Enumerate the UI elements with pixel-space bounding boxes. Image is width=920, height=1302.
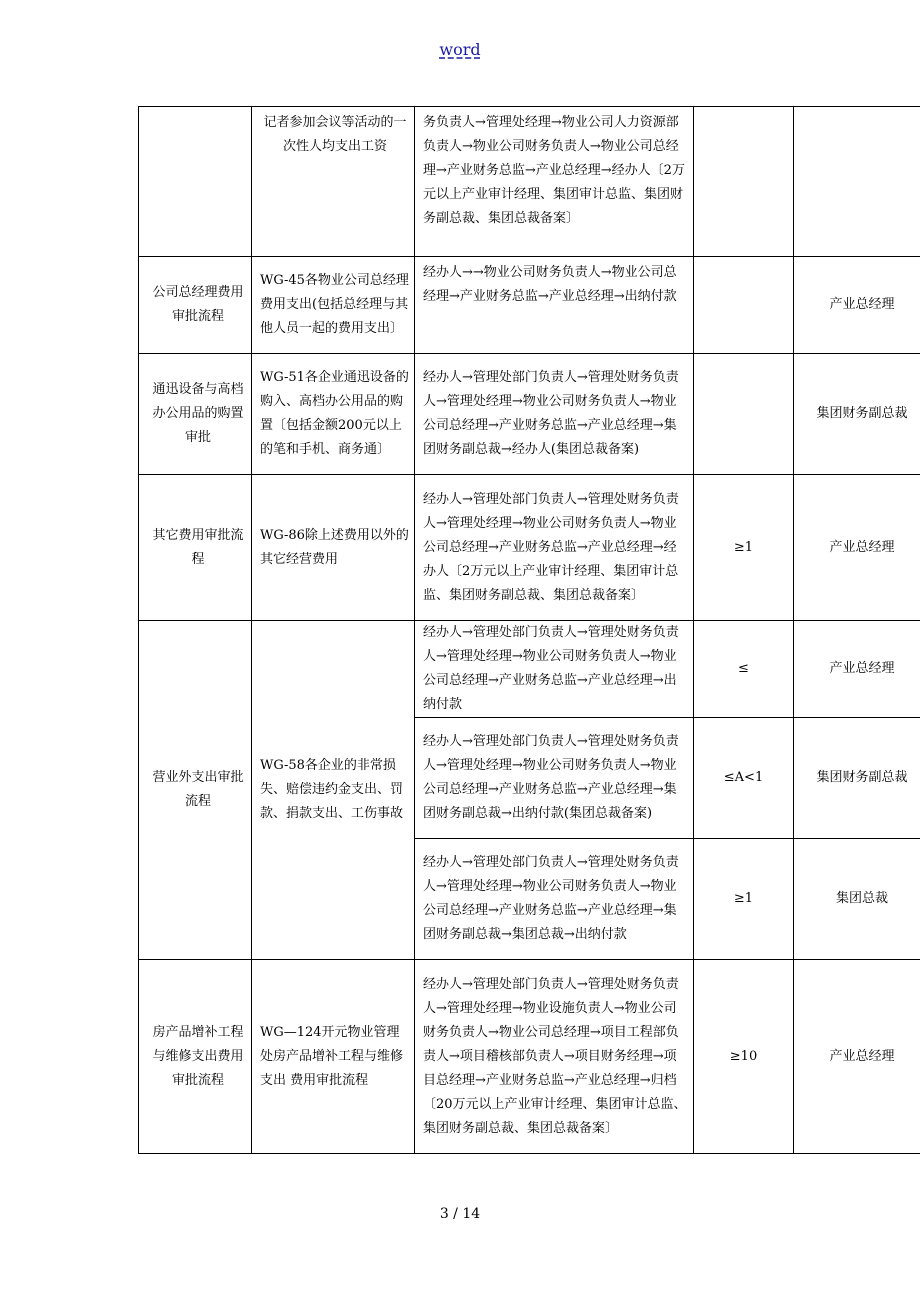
- amount-cell: [694, 107, 794, 257]
- expense-code-cell: WG-45各物业公司总经理费用支出(包括总经理与其他人员一起的费用支出〕: [252, 257, 415, 354]
- approval-flow-cell: 经办人→管理处部门负责人→管理处财务负责人→管理处经理→物业公司财务负责人→物业公司总经理→产业财务总监→产业总经理→集团财务副总裁→经办人(集团总裁备案): [415, 354, 694, 475]
- amount-cell: [694, 257, 794, 354]
- amount-cell: ≥1: [694, 839, 794, 960]
- process-name-cell: 房产品增补工程与维修支出费用审批流程: [139, 960, 252, 1154]
- table-row: [139, 621, 920, 718]
- final-approver-cell: 产业总经理: [794, 475, 920, 621]
- approval-flow-cell: 务负责人→管理处经理→物业公司人力资源部负责人→物业公司财务负责人→物业公司总经理→产业财务总监→产业总经理→经办人〔2万元以上产业审计经理、集团审计总监、集团财务副总裁、集团总裁备案〕: [415, 107, 694, 257]
- process-name-cell: [139, 107, 252, 257]
- process-name-cell: 营业外支出审批流程: [139, 621, 252, 960]
- approval-flow-cell: 经办人→管理处部门负责人→管理处财务负责人→管理处经理→物业公司财务负责人→物业公司总经理→产业财务总监→产业总经理→集团财务副总裁→出纳付款(集团总裁备案): [415, 718, 694, 839]
- expense-code-cell: 记者参加会议等活动的一次性人均支出工资: [252, 107, 415, 257]
- expense-code-cell: WG-58各企业的非常损失、赔偿违约金支出、罚款、捐款支出、工伤事故: [252, 621, 415, 960]
- table-row: [139, 354, 920, 475]
- process-name-cell: 公司总经理费用审批流程: [139, 257, 252, 354]
- page-number: 3 / 14: [439, 1206, 481, 1222]
- amount-cell: [694, 354, 794, 475]
- table-row: [139, 257, 920, 354]
- approval-flow-cell: 经办人→管理处部门负责人→管理处财务负责人→管理处经理→物业公司财务负责人→物业公司总经理→产业财务总监→产业总经理→出纳付款: [415, 621, 694, 718]
- approval-flow-cell: 经办人→管理处部门负责人→管理处财务负责人→管理处经理→物业设施负责人→物业公司财务负责人→物业公司总经理→项目工程部负责人→项目稽核部负责人→项目财务经理→项目总经理→产业财务总监→产业总经理→归档〔20万元以上产业审计经理、集团审计总监、集团财务副总裁、集团总裁备案〕: [415, 960, 694, 1154]
- expense-code-cell: WG—124开元物业管理处房产品增补工程与维修支出 费用审批流程: [252, 960, 415, 1154]
- approval-flow-cell: 经办人→→物业公司财务负责人→物业公司总经理→产业财务总监→产业总经理→出纳付款: [415, 257, 694, 354]
- table-row: [139, 107, 920, 257]
- approval-flow-cell: 经办人→管理处部门负责人→管理处财务负责人→管理处经理→物业公司财务负责人→物业公司总经理→产业财务总监→产业总经理→集团财务副总裁→集团总裁→出纳付款: [415, 839, 694, 960]
- approval-flow-table: [138, 106, 920, 1154]
- final-approver-cell: 集团财务副总裁: [794, 354, 920, 475]
- final-approver-cell: 产业总经理: [794, 257, 920, 354]
- final-approver-cell: [794, 107, 920, 257]
- process-name-cell: 通迅设备与高档办公用品的购置审批: [139, 354, 252, 475]
- final-approver-cell: 集团总裁: [794, 839, 920, 960]
- expense-code-cell: WG-51各企业通迅设备的购入、高档办公用品的购置〔包括金额200元以上的笔和手机、商务通〕: [252, 354, 415, 475]
- table-row: [139, 475, 920, 621]
- amount-cell: ≤: [694, 621, 794, 718]
- final-approver-cell: 集团财务副总裁: [794, 718, 920, 839]
- amount-cell: ≤A<1: [694, 718, 794, 839]
- final-approver-cell: 产业总经理: [794, 621, 920, 718]
- expense-code-cell: WG-86除上述费用以外的其它经营费用: [252, 475, 415, 621]
- header-link-text[interactable]: word: [439, 40, 481, 59]
- process-name-cell: 其它费用审批流程: [139, 475, 252, 621]
- table-row: [139, 960, 920, 1154]
- amount-cell: ≥1: [694, 475, 794, 621]
- header-word-link[interactable]: [0, 40, 920, 59]
- final-approver-cell: 产业总经理: [794, 960, 920, 1154]
- amount-cell: ≥10: [694, 960, 794, 1154]
- approval-flow-cell: 经办人→管理处部门负责人→管理处财务负责人→管理处经理→物业公司财务负责人→物业公司总经理→产业财务总监→产业总经理→经办人〔2万元以上产业审计经理、集团审计总监、集团财务副总裁、集团总裁备案〕: [415, 475, 694, 621]
